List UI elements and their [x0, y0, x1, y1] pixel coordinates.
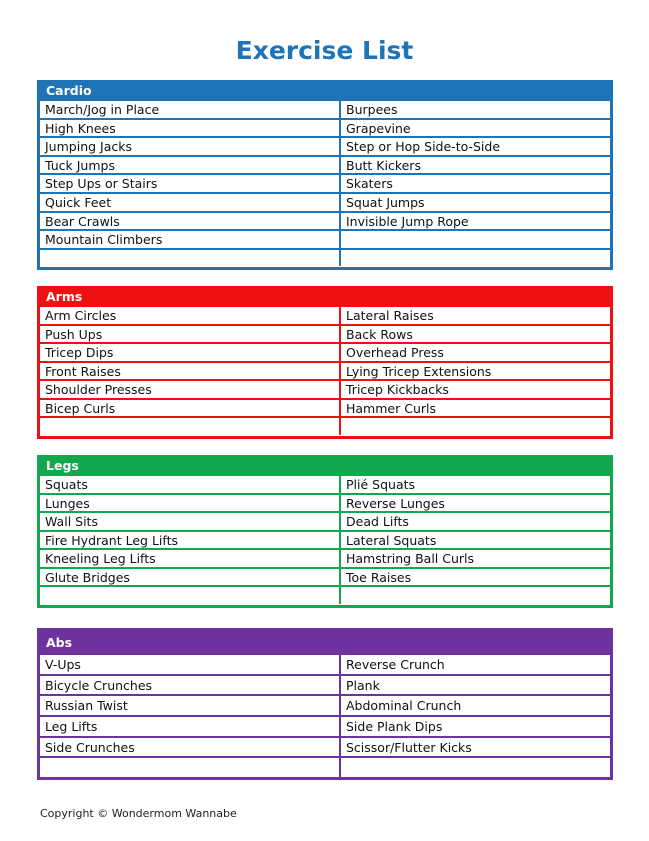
exercise-cell: Lateral Squats: [341, 530, 610, 549]
section-header: Legs: [40, 458, 610, 474]
exercise-cell: Glute Bridges: [40, 567, 341, 586]
exercise-cell: Lateral Raises: [341, 305, 610, 324]
exercise-cell: March/Jog in Place: [40, 99, 341, 118]
exercise-cell: [40, 248, 341, 267]
exercise-cell: Reverse Crunch: [341, 653, 610, 674]
exercise-cell: Hamstring Ball Curls: [341, 548, 610, 567]
exercise-cell: Russian Twist: [40, 694, 341, 715]
section-cardio: [37, 80, 613, 270]
exercise-cell: Tuck Jumps: [40, 155, 341, 174]
exercise-grid: [40, 474, 610, 604]
exercise-cell: Burpees: [341, 99, 610, 118]
exercise-cell: [341, 229, 610, 248]
exercise-cell: Back Rows: [341, 324, 610, 343]
exercise-cell: Grapevine: [341, 118, 610, 137]
exercise-cell: Step or Hop Side-to-Side: [341, 136, 610, 155]
copyright-text: Copyright © Wondermom Wannabe: [40, 807, 237, 820]
page-title: Exercise List: [235, 36, 414, 65]
exercise-cell: Hammer Curls: [341, 398, 610, 417]
exercise-cell: [40, 585, 341, 604]
exercise-cell: Lying Tricep Extensions: [341, 361, 610, 380]
exercise-cell: Tricep Dips: [40, 342, 341, 361]
exercise-cell: [40, 416, 341, 435]
section-abs: [37, 628, 613, 780]
exercise-cell: Bear Crawls: [40, 211, 341, 230]
section-arms: [37, 286, 613, 439]
exercise-cell: Scissor/Flutter Kicks: [341, 736, 610, 757]
section-legs: [37, 455, 613, 608]
exercise-cell: Shoulder Presses: [40, 379, 341, 398]
exercise-cell: [40, 756, 341, 777]
exercise-cell: Tricep Kickbacks: [341, 379, 610, 398]
exercise-cell: [341, 756, 610, 777]
exercise-cell: Squats: [40, 474, 341, 493]
exercise-cell: High Knees: [40, 118, 341, 137]
exercise-cell: [341, 248, 610, 267]
exercise-cell: Bicycle Crunches: [40, 674, 341, 695]
exercise-cell: Lunges: [40, 493, 341, 512]
exercise-grid: [40, 305, 610, 435]
exercise-cell: Plié Squats: [341, 474, 610, 493]
exercise-cell: Side Plank Dips: [341, 715, 610, 736]
exercise-cell: Step Ups or Stairs: [40, 173, 341, 192]
section-header: Abs: [40, 631, 610, 653]
exercise-cell: Squat Jumps: [341, 192, 610, 211]
exercise-cell: Abdominal Crunch: [341, 694, 610, 715]
exercise-cell: Quick Feet: [40, 192, 341, 211]
exercise-cell: Reverse Lunges: [341, 493, 610, 512]
exercise-cell: Dead Lifts: [341, 511, 610, 530]
exercise-cell: Plank: [341, 674, 610, 695]
exercise-cell: Push Ups: [40, 324, 341, 343]
exercise-cell: Jumping Jacks: [40, 136, 341, 155]
exercise-cell: [341, 416, 610, 435]
exercise-cell: Toe Raises: [341, 567, 610, 586]
exercise-cell: V-Ups: [40, 653, 341, 674]
exercise-cell: [341, 585, 610, 604]
exercise-grid: [40, 99, 610, 266]
exercise-cell: Butt Kickers: [341, 155, 610, 174]
exercise-cell: Skaters: [341, 173, 610, 192]
exercise-cell: Wall Sits: [40, 511, 341, 530]
exercise-grid: [40, 653, 610, 777]
exercise-cell: Leg Lifts: [40, 715, 341, 736]
exercise-cell: Bicep Curls: [40, 398, 341, 417]
exercise-cell: Side Crunches: [40, 736, 341, 757]
exercise-cell: Mountain Climbers: [40, 229, 341, 248]
section-header: Arms: [40, 289, 610, 305]
exercise-cell: Overhead Press: [341, 342, 610, 361]
exercise-cell: Kneeling Leg Lifts: [40, 548, 341, 567]
exercise-cell: Fire Hydrant Leg Lifts: [40, 530, 341, 549]
exercise-cell: Front Raises: [40, 361, 341, 380]
exercise-cell: Invisible Jump Rope: [341, 211, 610, 230]
section-header: Cardio: [40, 83, 610, 99]
exercise-cell: Arm Circles: [40, 305, 341, 324]
